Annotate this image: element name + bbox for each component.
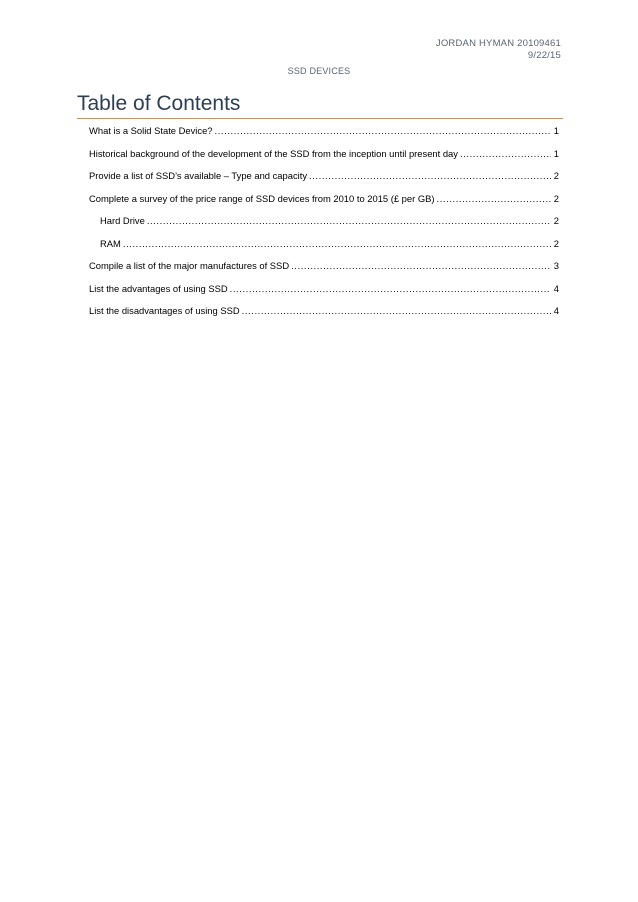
toc-entry[interactable]: [89, 260, 559, 283]
toc-entry[interactable]: [89, 148, 559, 171]
toc-entry-text: RAM: [100, 237, 121, 249]
toc-entry-page: 2: [553, 192, 559, 204]
toc-dot-leader: [291, 260, 551, 271]
page-header-right: [436, 38, 561, 62]
toc-entry[interactable]: [89, 125, 559, 148]
toc-dot-leader: [242, 305, 551, 316]
toc-entry-page: 2: [553, 237, 559, 249]
toc-entry[interactable]: [89, 193, 559, 216]
toc-entry-page: 3: [553, 260, 559, 271]
toc-entry-text: What is a Solid State Device?: [89, 125, 213, 136]
toc-entry-text: Complete a survey of the price range of SSD devices from 2010 to 2015 (£ per GB): [89, 192, 435, 204]
toc-dot-leader: [437, 193, 552, 204]
toc-entry-text: List the advantages of using SSD: [89, 282, 228, 294]
toc-dot-leader: [215, 125, 552, 136]
toc-heading-underline: [77, 118, 563, 119]
toc-entry-page: 2: [553, 215, 559, 226]
toc-entry-text: Historical background of the development of the SSD from the inception until present day: [89, 147, 458, 159]
toc-entry-page: 1: [553, 125, 559, 136]
toc-entry[interactable]: [89, 305, 559, 328]
header-author-id: JORDAN HYMAN 20109461: [435, 38, 561, 49]
header-date: 9/22/15: [527, 50, 561, 61]
toc-dot-leader: [460, 148, 551, 159]
toc-subentry[interactable]: [89, 238, 559, 261]
toc-list: [89, 125, 559, 328]
toc-entry-page: 2: [553, 170, 559, 181]
toc-entry-page: 1: [553, 147, 559, 159]
toc-dot-leader: [230, 283, 551, 294]
toc-entry-page: 4: [553, 305, 559, 316]
toc-entry[interactable]: [89, 170, 559, 193]
header-document-title: SSD DEVICES: [287, 66, 351, 76]
toc-subentry[interactable]: [89, 215, 559, 238]
toc-heading: Table of Contents: [77, 92, 241, 115]
toc-dot-leader: [123, 238, 551, 249]
toc-entry-page: 4: [553, 282, 559, 294]
toc-entry-text: Hard Drive: [100, 215, 145, 226]
toc-dot-leader: [309, 170, 551, 181]
toc-dot-leader: [147, 215, 551, 226]
toc-entry[interactable]: [89, 283, 559, 306]
toc-entry-text: List the disadvantages of using SSD: [89, 305, 240, 316]
toc-entry-text: Compile a list of the major manufactures of SSD: [89, 260, 290, 271]
toc-entry-text: Provide a list of SSD’s available – Type and capacity: [89, 170, 308, 181]
